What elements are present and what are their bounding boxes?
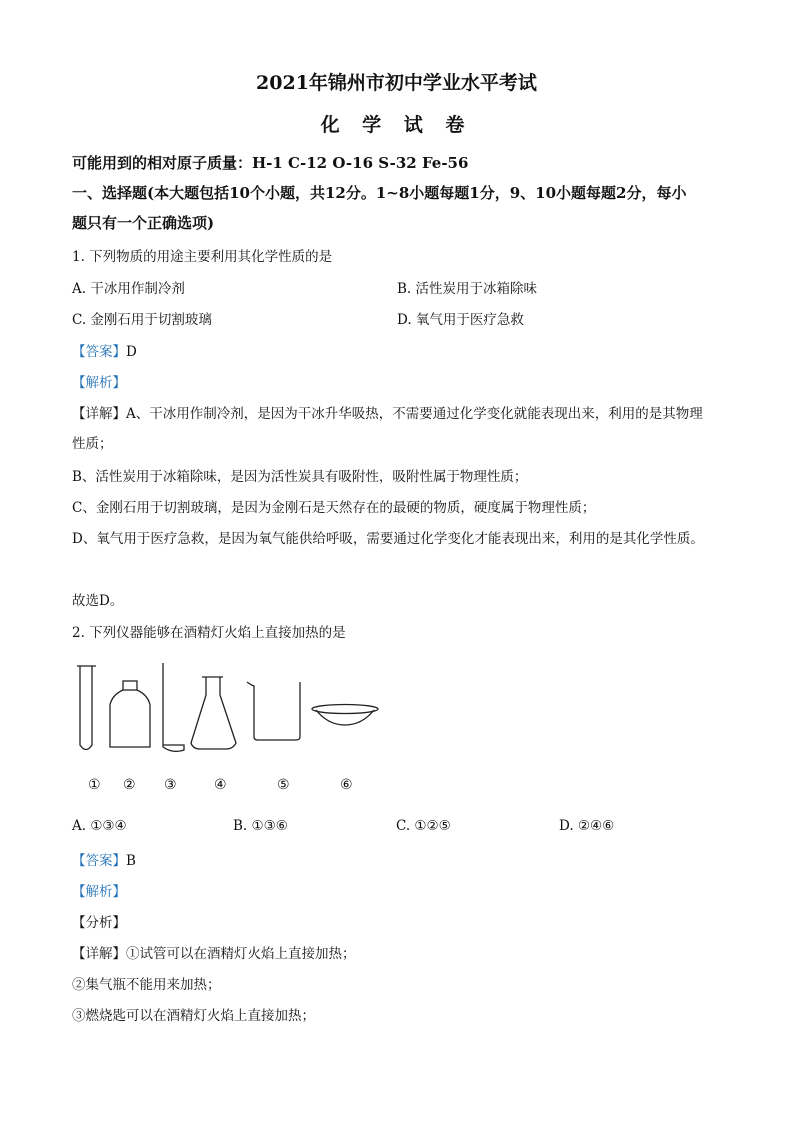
section-heading-line2: 题只有一个正确选项) [72,214,215,232]
answer-tag: 【答案】 [72,344,126,360]
apparatus-label-1: ① [88,777,101,793]
apparatus-label-4: ④ [214,777,227,793]
q1-stem: 1. 下列物质的用途主要利用其化学性质的是 [72,249,333,265]
q1-detail-a-line1 [72,402,703,422]
q1-analysis-tag: 【解析】 [72,375,126,391]
exam-subtitle: 化 学 试 卷 [320,114,473,136]
q1-option-c: C. 金刚石用于切割玻璃 [72,312,212,328]
q1-option-b: B. 活性炭用于冰箱除味 [397,281,538,297]
answer-value: B [126,853,136,869]
lab-apparatus-figure [60,655,400,765]
q2-fenxi-tag: 【分析】 [72,915,126,931]
q2-detail-2: ②集气瓶不能用来加热； [72,977,221,993]
q2-answer [72,849,136,869]
test-tube-icon [77,666,96,750]
q2-detail-3: ③燃烧匙可以在酒精灯火焰上直接加热； [72,1008,315,1024]
q1-detail-b: B、活性炭用于冰箱除味，是因为活性炭具有吸附性，吸附性属于物理性质； [72,469,528,485]
apparatus-label-3: ③ [164,777,177,793]
q1-conclusion: 故选D。 [72,593,124,609]
detail-tag: 【详解】 [72,946,126,962]
conical-flask-icon [191,677,236,749]
apparatus-label-2: ② [123,777,136,793]
q1-detail-a-line2: 性质； [72,436,113,452]
detail-tag: 【详解】 [72,406,126,422]
q1-detail-c: C、金刚石用于切割玻璃，是因为金刚石是天然存在的最硬的物质，硬度属于物理性质； [72,500,596,516]
detail-text: A、干冰用作制冷剂，是因为干冰升华吸热，不需要通过化学变化就能表现出来，利用的是其物理 [126,406,703,422]
atomic-mass-line: 可能用到的相对原子质量：H-1 C-12 O-16 S-32 Fe-56 [72,154,469,172]
q2-stem: 2. 下列仪器能够在酒精灯火焰上直接加热的是 [72,625,346,641]
combustion-spoon-icon [163,663,184,751]
apparatus-label-6: ⑥ [340,777,353,793]
evaporating-dish-icon [312,705,378,726]
q2-option-d: D. ②④⑥ [559,818,615,834]
answer-tag: 【答案】 [72,853,126,869]
q1-option-d: D. 氧气用于医疗急救 [397,312,524,328]
beaker-icon [247,682,300,740]
section-heading-line1: 一、选择题(本大题包括10个小题，共12分。1~8小题每题1分，9、10小题每题2分，每小 [72,184,687,202]
apparatus-label-5: ⑤ [277,777,290,793]
answer-value: D [126,344,137,360]
detail-text: ①试管可以在酒精灯火焰上直接加热； [126,946,356,962]
exam-title: 2021年锦州市初中学业水平考试 [256,72,537,94]
q2-option-a: A. ①③④ [72,818,127,834]
gas-bottle-icon [110,681,150,747]
q2-option-c: C. ①②⑤ [396,818,451,834]
q2-analysis-tag: 【解析】 [72,884,126,900]
q2-detail-1 [72,942,356,962]
q1-option-a: A. 干冰用作制冷剂 [72,281,185,297]
q1-answer [72,340,137,360]
q2-option-b: B. ①③⑥ [233,818,288,834]
q1-detail-d: D、氧气用于医疗急救，是因为氧气能供给呼吸，需要通过化学变化才能表现出来，利用的是其化学性质。 [72,531,704,547]
